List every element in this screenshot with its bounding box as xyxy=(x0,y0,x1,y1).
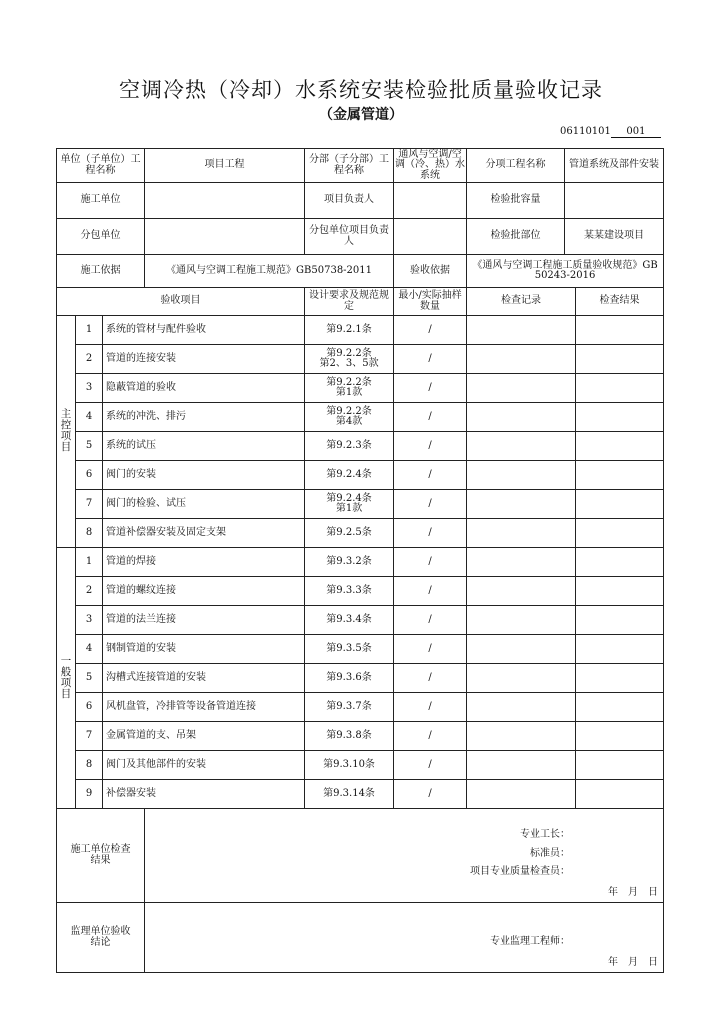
form-code xyxy=(560,126,661,138)
page-title: 空调冷热（冷却）水系统安装检验批质量验收记录 xyxy=(119,78,603,102)
item-sample[interactable]: / xyxy=(394,548,467,577)
table-row xyxy=(57,548,664,577)
item-spec-line: 第9.3.7条 xyxy=(326,700,372,712)
item-spec-line: 第1款 xyxy=(335,387,363,398)
item-spec xyxy=(305,316,394,345)
general-group xyxy=(57,548,76,809)
item-record[interactable] xyxy=(467,751,576,780)
item-record[interactable] xyxy=(467,519,576,548)
supervision-content[interactable] xyxy=(145,903,664,973)
item-sample[interactable]: / xyxy=(394,374,467,403)
capacity-label: 检验批容量 xyxy=(467,183,565,219)
item-spec xyxy=(305,345,394,374)
table-row xyxy=(57,316,664,345)
header-row-2 xyxy=(57,183,664,219)
item-record[interactable] xyxy=(467,432,576,461)
qc-label: 项目专业质量检查员： xyxy=(470,866,571,877)
item-record[interactable] xyxy=(467,548,576,577)
pm-label: 项目负责人 xyxy=(305,183,394,219)
item-number: 3 xyxy=(76,606,103,635)
table-row xyxy=(57,461,664,490)
item-spec-line: 第9.3.8条 xyxy=(326,729,372,741)
item-name: 管道的法兰连接 xyxy=(103,606,305,635)
table-row xyxy=(57,519,664,548)
item-sample[interactable]: / xyxy=(394,751,467,780)
item-result[interactable] xyxy=(576,722,664,751)
item-result[interactable] xyxy=(576,780,664,809)
supervision-label xyxy=(57,903,145,973)
item-spec-line: 第9.3.5条 xyxy=(326,642,372,654)
item-number: 5 xyxy=(76,432,103,461)
item-sample[interactable]: / xyxy=(394,461,467,490)
item-name: 系统的冲洗、排污 xyxy=(103,403,305,432)
item-spec xyxy=(305,548,394,577)
item-sample[interactable]: / xyxy=(394,693,467,722)
item-spec xyxy=(305,606,394,635)
item-sample[interactable]: / xyxy=(394,606,467,635)
item-number: 2 xyxy=(76,345,103,374)
construction-date: 年 月 日 xyxy=(608,886,659,898)
basis-label: 施工依据 xyxy=(57,255,145,288)
item-result[interactable] xyxy=(576,403,664,432)
location-label: 检验批部位 xyxy=(467,219,565,255)
supervision-date: 年 月 日 xyxy=(608,956,659,968)
item-record[interactable] xyxy=(467,606,576,635)
item-spec xyxy=(305,664,394,693)
item-name: 钢制管道的安装 xyxy=(103,635,305,664)
item-number: 5 xyxy=(76,664,103,693)
item-result[interactable] xyxy=(576,664,664,693)
location-value[interactable]: 某某建设项目 xyxy=(565,219,664,255)
item-record[interactable] xyxy=(467,664,576,693)
item-spec-line: 第9.2.2条 xyxy=(326,376,372,388)
supervision-label-text: 监理单位验收结论 xyxy=(70,926,131,948)
unit-value[interactable]: 项目工程 xyxy=(145,149,305,183)
form-code-value: 06110101 xyxy=(560,126,611,137)
col-sample: 最小/实际抽样数量 xyxy=(394,288,467,316)
item-record[interactable] xyxy=(467,461,576,490)
supervision-row xyxy=(57,903,664,973)
header-row-3 xyxy=(57,219,664,255)
item-spec-line: 第9.2.2条 xyxy=(326,405,372,417)
item-record[interactable] xyxy=(467,722,576,751)
item-number: 4 xyxy=(76,635,103,664)
table-row xyxy=(57,490,664,519)
item-spec xyxy=(305,751,394,780)
contractor-label: 施工单位 xyxy=(57,183,145,219)
item-spec xyxy=(305,519,394,548)
item-sample[interactable]: / xyxy=(394,577,467,606)
contractor-value[interactable] xyxy=(145,183,305,219)
table-row xyxy=(57,606,664,635)
header-row-1 xyxy=(57,149,664,183)
item-name: 金属管道的支、吊架 xyxy=(103,722,305,751)
sub-label: 分包单位 xyxy=(57,219,145,255)
table-row xyxy=(57,635,664,664)
item-name: 阀门的检验、试压 xyxy=(103,490,305,519)
item-record[interactable] xyxy=(467,403,576,432)
table-row xyxy=(57,403,664,432)
item-sample[interactable]: / xyxy=(394,635,467,664)
item-spec xyxy=(305,577,394,606)
item-spec xyxy=(305,722,394,751)
item-record[interactable] xyxy=(467,577,576,606)
item-name: 系统的试压 xyxy=(103,432,305,461)
col-spec: 设计要求及规范规定 xyxy=(305,288,394,316)
col-result: 检查结果 xyxy=(576,288,664,316)
item-name: 阀门及其他部件的安装 xyxy=(103,751,305,780)
item-sample[interactable]: / xyxy=(394,780,467,809)
sub-value[interactable] xyxy=(145,219,305,255)
item-record[interactable] xyxy=(467,693,576,722)
item-number: 7 xyxy=(76,490,103,519)
item-name: 管道补偿器安装及固定支架 xyxy=(103,519,305,548)
table-row xyxy=(57,664,664,693)
item-spec xyxy=(305,374,394,403)
table-row xyxy=(57,722,664,751)
construction-check-label-text: 施工单位检查结果 xyxy=(70,844,131,866)
item-result[interactable] xyxy=(576,432,664,461)
item-result[interactable] xyxy=(576,693,664,722)
page-subtitle: （金属管道） xyxy=(319,107,403,123)
item-record[interactable] xyxy=(467,635,576,664)
item-sample[interactable]: / xyxy=(394,403,467,432)
item-spec-line: 第9.2.1条 xyxy=(326,323,372,335)
subitem-value[interactable]: 管道系统及部件安装 xyxy=(565,149,664,183)
division-value[interactable]: 通风与空调/空调（冷、热）水系统 xyxy=(395,148,466,181)
item-result[interactable] xyxy=(576,635,664,664)
construction-check-row xyxy=(57,809,664,903)
item-result[interactable] xyxy=(576,519,664,548)
accept-basis-label: 验收依据 xyxy=(394,255,467,288)
item-spec-line: 第1款 xyxy=(335,503,363,514)
item-name: 阀门的安装 xyxy=(103,461,305,490)
header-row-4 xyxy=(57,255,664,288)
item-spec-line: 第9.2.5条 xyxy=(326,526,372,538)
item-number: 9 xyxy=(76,780,103,809)
item-number: 1 xyxy=(76,316,103,345)
item-spec xyxy=(305,432,394,461)
item-name: 沟槽式连接管道的安装 xyxy=(103,664,305,693)
item-result[interactable] xyxy=(576,751,664,780)
item-spec xyxy=(305,693,394,722)
item-number: 8 xyxy=(76,751,103,780)
item-record[interactable] xyxy=(467,490,576,519)
inspector-label: 标准员： xyxy=(530,847,571,859)
sub-pm-label: 分包单位项目负责人 xyxy=(305,219,394,255)
column-header-row xyxy=(57,288,664,316)
sub-pm-value[interactable] xyxy=(394,219,467,255)
item-sample[interactable]: / xyxy=(394,490,467,519)
item-sample[interactable]: / xyxy=(394,722,467,751)
accept-basis-value[interactable]: 《通风与空调工程施工质量验收规范》GB 50243-2016 xyxy=(467,255,664,288)
item-name: 管道的焊接 xyxy=(103,548,305,577)
main-control-group-label: 主控项目 xyxy=(60,408,72,454)
table-row xyxy=(57,751,664,780)
table-row xyxy=(57,693,664,722)
pm-value[interactable] xyxy=(394,183,467,219)
item-record[interactable] xyxy=(467,345,576,374)
item-spec xyxy=(305,490,394,519)
capacity-value[interactable] xyxy=(565,183,664,219)
item-spec-line: 第9.3.10条 xyxy=(323,758,375,770)
item-result[interactable] xyxy=(576,345,664,374)
item-sample[interactable]: / xyxy=(394,316,467,345)
item-spec-line: 第9.3.6条 xyxy=(326,671,372,683)
item-number: 8 xyxy=(76,519,103,548)
engineer-label: 专业监理工程师： xyxy=(490,936,571,947)
item-spec-line: 第9.2.4条 xyxy=(326,468,372,480)
item-number: 1 xyxy=(76,548,103,577)
item-sample[interactable]: / xyxy=(394,519,467,548)
item-sample[interactable]: / xyxy=(394,664,467,693)
item-name: 管道的连接安装 xyxy=(103,345,305,374)
item-spec-line: 第9.2.3条 xyxy=(326,439,372,451)
item-spec xyxy=(305,403,394,432)
table-row xyxy=(57,345,664,374)
item-name: 系统的管材与配件验收 xyxy=(103,316,305,345)
item-number: 3 xyxy=(76,374,103,403)
item-name: 补偿器安装 xyxy=(103,780,305,809)
item-result[interactable] xyxy=(576,606,664,635)
unit-label: 单位（子单位）工程名称 xyxy=(57,149,145,183)
item-spec-line: 第9.3.3条 xyxy=(326,584,372,596)
col-item: 验收项目 xyxy=(57,288,305,316)
item-record[interactable] xyxy=(467,780,576,809)
item-result[interactable] xyxy=(576,577,664,606)
item-result[interactable] xyxy=(576,374,664,403)
item-spec-line: 第9.3.14条 xyxy=(323,787,375,799)
item-name: 风机盘管，冷排管等设备管道连接 xyxy=(103,693,305,722)
item-number: 7 xyxy=(76,722,103,751)
item-spec xyxy=(305,780,394,809)
item-result[interactable] xyxy=(576,490,664,519)
item-result[interactable] xyxy=(576,461,664,490)
item-sample[interactable]: / xyxy=(394,432,467,461)
item-result[interactable] xyxy=(576,316,664,345)
item-spec-line: 第9.2.4条 xyxy=(326,492,372,504)
item-number: 2 xyxy=(76,577,103,606)
main-control-group xyxy=(57,316,76,548)
table-row xyxy=(57,577,664,606)
item-sample[interactable]: / xyxy=(394,345,467,374)
item-spec-line: 第2、3、5款 xyxy=(319,358,379,369)
item-spec xyxy=(305,461,394,490)
construction-check-content[interactable] xyxy=(145,809,664,903)
col-record: 检查记录 xyxy=(467,288,576,316)
item-spec-line: 第9.3.4条 xyxy=(326,613,372,625)
construction-check-label xyxy=(57,809,145,903)
item-number: 6 xyxy=(76,461,103,490)
item-name: 隐蔽管道的验收 xyxy=(103,374,305,403)
item-number: 4 xyxy=(76,403,103,432)
form-number: 001 xyxy=(611,126,661,138)
inspection-form xyxy=(56,148,664,973)
item-spec-line: 第4款 xyxy=(335,416,363,427)
division-label: 分部（子分部）工程名称 xyxy=(305,149,394,183)
item-record[interactable] xyxy=(467,374,576,403)
item-number: 6 xyxy=(76,693,103,722)
item-spec-line: 第9.3.2条 xyxy=(326,555,372,567)
general-group-label: 一般项目 xyxy=(60,654,72,700)
table-row xyxy=(57,374,664,403)
subitem-label: 分项工程名称 xyxy=(467,149,565,183)
item-result[interactable] xyxy=(576,548,664,577)
item-record[interactable] xyxy=(467,316,576,345)
basis-value[interactable]: 《通风与空调工程施工规范》GB50738-2011 xyxy=(145,255,394,288)
foreman-label: 专业工长： xyxy=(520,829,571,840)
table-row xyxy=(57,432,664,461)
table-row xyxy=(57,780,664,809)
item-spec-line: 第9.2.2条 xyxy=(326,347,372,359)
item-name: 管道的螺纹连接 xyxy=(103,577,305,606)
item-spec xyxy=(305,635,394,664)
